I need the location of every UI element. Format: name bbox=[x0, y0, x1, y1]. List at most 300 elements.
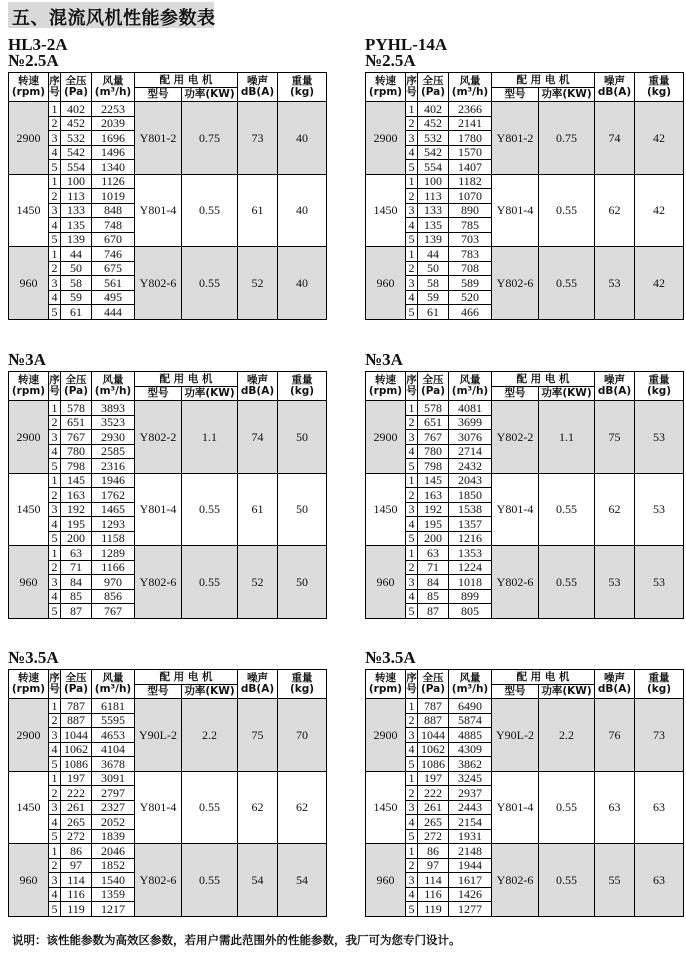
pressure-header bbox=[418, 670, 449, 699]
noise-header-label: 噪声 bbox=[604, 75, 625, 87]
noise-cell: 75 bbox=[238, 699, 278, 772]
size-label: №3.5A bbox=[365, 648, 416, 667]
flow-header-unit: (m³/h) bbox=[451, 86, 489, 98]
flow-cell: 1289 bbox=[92, 546, 135, 561]
header-row bbox=[9, 372, 327, 387]
flow-cell: 2327 bbox=[92, 800, 135, 815]
rpm-cell: 960 bbox=[9, 546, 49, 619]
power-cell: 0.55 bbox=[182, 247, 238, 320]
pressure-cell: 84 bbox=[418, 575, 449, 590]
flow-cell: 495 bbox=[92, 290, 135, 305]
pressure-cell: 532 bbox=[418, 131, 449, 146]
flow-cell: 561 bbox=[92, 276, 135, 291]
noise-header bbox=[595, 73, 635, 102]
seq-cell: 4 bbox=[49, 517, 61, 532]
seq-cell: 5 bbox=[406, 531, 418, 546]
noise-cell: 54 bbox=[238, 844, 278, 917]
rpm-cell: 2900 bbox=[9, 401, 49, 474]
table-row bbox=[366, 473, 684, 488]
flow-cell: 4885 bbox=[449, 728, 492, 743]
pressure-cell: 145 bbox=[418, 473, 449, 488]
motor-cell: Y801-4 bbox=[492, 473, 539, 546]
seq-cell: 4 bbox=[406, 589, 418, 604]
flow-cell: 785 bbox=[449, 218, 492, 233]
seq-cell: 3 bbox=[49, 873, 61, 888]
pressure-cell: 1044 bbox=[418, 728, 449, 743]
flow-cell: 2432 bbox=[449, 459, 492, 474]
pressure-cell: 402 bbox=[418, 102, 449, 117]
motor-cell: Y802-6 bbox=[135, 546, 182, 619]
pressure-cell: 261 bbox=[61, 800, 92, 815]
pressure-cell: 59 bbox=[61, 290, 92, 305]
pressure-cell: 767 bbox=[61, 430, 92, 445]
flow-cell: 708 bbox=[449, 261, 492, 276]
flow-cell: 805 bbox=[449, 604, 492, 619]
seq-cell: 1 bbox=[406, 174, 418, 189]
flow-cell: 3699 bbox=[449, 415, 492, 430]
seq-header-label: 序号 bbox=[49, 374, 60, 397]
motor-cell: Y90L-2 bbox=[135, 699, 182, 772]
flow-cell: 1839 bbox=[92, 829, 135, 844]
pressure-cell: 44 bbox=[61, 247, 92, 262]
pressure-header-unit: (Pa) bbox=[420, 683, 446, 695]
flow-header bbox=[449, 73, 492, 102]
flow-cell: 3245 bbox=[449, 771, 492, 786]
motor-header-label: 配 用 电 机 bbox=[516, 372, 570, 385]
seq-cell: 4 bbox=[49, 815, 61, 830]
flow-cell: 675 bbox=[92, 261, 135, 276]
pressure-cell: 452 bbox=[61, 116, 92, 131]
flow-cell: 3893 bbox=[92, 401, 135, 416]
pressure-cell: 192 bbox=[61, 502, 92, 517]
flow-cell: 2714 bbox=[449, 444, 492, 459]
pressure-cell: 265 bbox=[418, 815, 449, 830]
weight-header bbox=[635, 73, 684, 102]
speed-header-label: 转速 bbox=[375, 672, 396, 684]
pressure-cell: 59 bbox=[418, 290, 449, 305]
size-label: №3.5A bbox=[8, 648, 59, 667]
rpm-cell: 960 bbox=[9, 844, 49, 917]
noise-header-unit: dB(A) bbox=[240, 385, 275, 397]
motor-cell: Y802-6 bbox=[135, 844, 182, 917]
seq-cell: 2 bbox=[49, 713, 61, 728]
speed-header-unit: (rpm) bbox=[11, 683, 46, 695]
seq-cell: 1 bbox=[406, 699, 418, 714]
weight-cell: 40 bbox=[278, 102, 327, 175]
seq-cell: 1 bbox=[406, 247, 418, 262]
seq-cell: 3 bbox=[406, 430, 418, 445]
seq-header bbox=[49, 670, 61, 699]
table-row bbox=[9, 844, 327, 859]
model-header bbox=[135, 387, 182, 401]
flow-cell: 2253 bbox=[92, 102, 135, 117]
pressure-cell: 113 bbox=[418, 189, 449, 204]
rpm-cell: 1450 bbox=[366, 473, 406, 546]
noise-header bbox=[238, 670, 278, 699]
motor-header bbox=[135, 372, 238, 387]
pressure-cell: 767 bbox=[418, 430, 449, 445]
weight-header-label: 重量 bbox=[291, 374, 313, 386]
speed-header bbox=[9, 670, 49, 699]
seq-cell: 3 bbox=[406, 575, 418, 590]
motor-cell: Y801-4 bbox=[135, 174, 182, 247]
pressure-cell: 651 bbox=[61, 415, 92, 430]
pressure-cell: 578 bbox=[418, 401, 449, 416]
pressure-cell: 542 bbox=[418, 145, 449, 160]
pressure-cell: 87 bbox=[418, 604, 449, 619]
seq-cell: 3 bbox=[49, 728, 61, 743]
flow-cell: 1762 bbox=[92, 488, 135, 503]
speed-header bbox=[366, 670, 406, 699]
pressure-cell: 578 bbox=[61, 401, 92, 416]
speed-header bbox=[9, 73, 49, 102]
noise-cell: 55 bbox=[595, 844, 635, 917]
flow-cell: 746 bbox=[92, 247, 135, 262]
weight-cell: 40 bbox=[278, 247, 327, 320]
pressure-cell: 135 bbox=[418, 218, 449, 233]
flow-header bbox=[92, 372, 135, 401]
weight-cell: 70 bbox=[278, 699, 327, 772]
seq-cell: 2 bbox=[406, 415, 418, 430]
seq-cell: 3 bbox=[406, 728, 418, 743]
flow-cell: 1018 bbox=[449, 575, 492, 590]
seq-header bbox=[406, 73, 418, 102]
noise-cell: 62 bbox=[595, 174, 635, 247]
pressure-header-label: 全压 bbox=[422, 75, 444, 87]
flow-cell: 1407 bbox=[449, 160, 492, 175]
flow-cell: 1944 bbox=[449, 858, 492, 873]
flow-cell: 1780 bbox=[449, 131, 492, 146]
pressure-cell: 145 bbox=[61, 473, 92, 488]
power-cell: 0.55 bbox=[182, 546, 238, 619]
flow-header-label: 风量 bbox=[102, 75, 124, 87]
pressure-cell: 195 bbox=[61, 517, 92, 532]
flow-cell: 1850 bbox=[449, 488, 492, 503]
rpm-cell: 1450 bbox=[9, 473, 49, 546]
seq-cell: 3 bbox=[49, 800, 61, 815]
speed-header-unit: (rpm) bbox=[11, 385, 46, 397]
table-row bbox=[9, 401, 327, 416]
pressure-header-label: 全压 bbox=[65, 672, 87, 684]
pressure-cell: 787 bbox=[418, 699, 449, 714]
noise-cell: 53 bbox=[595, 546, 635, 619]
pressure-cell: 86 bbox=[418, 844, 449, 859]
weight-cell: 40 bbox=[278, 174, 327, 247]
pressure-cell: 97 bbox=[61, 858, 92, 873]
seq-cell: 1 bbox=[406, 401, 418, 416]
pressure-cell: 272 bbox=[61, 829, 92, 844]
power-cell: 0.55 bbox=[539, 247, 595, 320]
seq-cell: 4 bbox=[406, 887, 418, 902]
table-row bbox=[9, 699, 327, 714]
power-header bbox=[539, 387, 595, 401]
seq-header bbox=[406, 372, 418, 401]
pressure-cell: 554 bbox=[418, 160, 449, 175]
pressure-cell: 1086 bbox=[418, 757, 449, 772]
flow-cell: 2052 bbox=[92, 815, 135, 830]
motor-header-label: 配 用 电 机 bbox=[159, 372, 213, 385]
power-cell: 0.55 bbox=[539, 844, 595, 917]
flow-cell: 1340 bbox=[92, 160, 135, 175]
model-header-label: 型号 bbox=[147, 685, 169, 697]
pressure-cell: 532 bbox=[61, 131, 92, 146]
seq-cell: 5 bbox=[406, 604, 418, 619]
seq-cell: 3 bbox=[406, 131, 418, 146]
flow-cell: 6490 bbox=[449, 699, 492, 714]
rpm-cell: 960 bbox=[366, 247, 406, 320]
flow-header-unit: (m³/h) bbox=[94, 86, 132, 98]
speed-header bbox=[366, 372, 406, 401]
spec-table bbox=[365, 669, 684, 917]
pressure-cell: 163 bbox=[61, 488, 92, 503]
size-label: №2.5A bbox=[8, 51, 59, 70]
noise-cell: 53 bbox=[595, 247, 635, 320]
seq-cell: 1 bbox=[49, 771, 61, 786]
flow-cell: 3076 bbox=[449, 430, 492, 445]
pressure-cell: 651 bbox=[418, 415, 449, 430]
seq-cell: 4 bbox=[49, 290, 61, 305]
weight-cell: 50 bbox=[278, 401, 327, 474]
power-header bbox=[539, 685, 595, 699]
noise-cell: 61 bbox=[238, 174, 278, 247]
pressure-cell: 554 bbox=[61, 160, 92, 175]
seq-cell: 4 bbox=[49, 444, 61, 459]
pressure-header-label: 全压 bbox=[422, 374, 444, 386]
noise-cell: 61 bbox=[238, 473, 278, 546]
weight-cell: 42 bbox=[635, 102, 684, 175]
pressure-cell: 100 bbox=[61, 174, 92, 189]
table-row bbox=[9, 546, 327, 561]
motor-header bbox=[492, 372, 595, 387]
noise-cell: 52 bbox=[238, 546, 278, 619]
motor-cell: Y801-4 bbox=[135, 771, 182, 844]
pressure-cell: 85 bbox=[418, 589, 449, 604]
pressure-cell: 200 bbox=[61, 531, 92, 546]
motor-cell: Y802-6 bbox=[492, 247, 539, 320]
flow-cell: 1224 bbox=[449, 560, 492, 575]
pressure-header-label: 全压 bbox=[65, 374, 87, 386]
motor-cell: Y802-6 bbox=[135, 247, 182, 320]
seq-cell: 1 bbox=[406, 771, 418, 786]
pressure-cell: 71 bbox=[61, 560, 92, 575]
seq-cell: 2 bbox=[49, 560, 61, 575]
rpm-cell: 1450 bbox=[9, 174, 49, 247]
seq-cell: 5 bbox=[49, 160, 61, 175]
seq-cell: 3 bbox=[406, 800, 418, 815]
seq-cell: 1 bbox=[49, 844, 61, 859]
weight-cell: 50 bbox=[278, 473, 327, 546]
table-block bbox=[365, 37, 683, 320]
seq-cell: 1 bbox=[49, 401, 61, 416]
seq-cell: 5 bbox=[406, 757, 418, 772]
pressure-cell: 1086 bbox=[61, 757, 92, 772]
motor-header-label: 配 用 电 机 bbox=[516, 670, 570, 683]
seq-cell: 5 bbox=[406, 902, 418, 917]
flow-cell: 4104 bbox=[92, 742, 135, 757]
table-row bbox=[366, 546, 684, 561]
flow-header bbox=[92, 73, 135, 102]
pressure-cell: 787 bbox=[61, 699, 92, 714]
power-cell: 0.55 bbox=[539, 473, 595, 546]
seq-cell: 1 bbox=[49, 473, 61, 488]
rpm-cell: 960 bbox=[366, 546, 406, 619]
seq-cell: 2 bbox=[49, 116, 61, 131]
power-cell: 2.2 bbox=[182, 699, 238, 772]
seq-cell: 1 bbox=[49, 102, 61, 117]
table-row bbox=[366, 699, 684, 714]
weight-header-label: 重量 bbox=[648, 75, 670, 87]
pressure-cell: 119 bbox=[61, 902, 92, 917]
rpm-cell: 2900 bbox=[366, 699, 406, 772]
model-header bbox=[492, 685, 539, 699]
flow-cell: 703 bbox=[449, 232, 492, 247]
pressure-cell: 133 bbox=[418, 203, 449, 218]
seq-header bbox=[406, 670, 418, 699]
rpm-cell: 2900 bbox=[9, 102, 49, 175]
flow-header-unit: (m³/h) bbox=[94, 385, 132, 397]
weight-header-unit: (kg) bbox=[289, 385, 315, 397]
flow-cell: 466 bbox=[449, 305, 492, 320]
power-cell: 1.1 bbox=[539, 401, 595, 474]
flow-cell: 6181 bbox=[92, 699, 135, 714]
weight-header-label: 重量 bbox=[648, 672, 670, 684]
pressure-cell: 50 bbox=[61, 261, 92, 276]
pressure-header bbox=[61, 372, 92, 401]
noise-cell: 52 bbox=[238, 247, 278, 320]
label-spacer bbox=[365, 336, 683, 352]
weight-cell: 42 bbox=[635, 174, 684, 247]
spec-table bbox=[8, 72, 327, 320]
flow-cell: 2937 bbox=[449, 786, 492, 801]
weight-header-unit: (kg) bbox=[646, 385, 672, 397]
power-header bbox=[182, 88, 238, 102]
header-row bbox=[9, 670, 327, 685]
motor-header-label: 配 用 电 机 bbox=[159, 73, 213, 86]
power-cell: 0.55 bbox=[182, 771, 238, 844]
table-row bbox=[366, 771, 684, 786]
seq-cell: 1 bbox=[406, 844, 418, 859]
seq-cell: 1 bbox=[49, 174, 61, 189]
table-row bbox=[366, 247, 684, 262]
noise-header-label: 噪声 bbox=[604, 672, 625, 684]
header-row bbox=[9, 73, 327, 88]
seq-header-label: 序号 bbox=[49, 672, 60, 695]
pressure-cell: 97 bbox=[418, 858, 449, 873]
pressure-cell: 139 bbox=[61, 232, 92, 247]
table-row bbox=[9, 174, 327, 189]
seq-cell: 4 bbox=[406, 145, 418, 160]
pressure-cell: 222 bbox=[418, 786, 449, 801]
power-cell: 0.55 bbox=[182, 844, 238, 917]
seq-cell: 1 bbox=[49, 546, 61, 561]
noise-header-label: 噪声 bbox=[247, 672, 268, 684]
pressure-cell: 402 bbox=[61, 102, 92, 117]
pressure-cell: 265 bbox=[61, 815, 92, 830]
seq-cell: 2 bbox=[49, 488, 61, 503]
seq-cell: 5 bbox=[49, 604, 61, 619]
power-cell: 1.1 bbox=[182, 401, 238, 474]
seq-header-label: 序号 bbox=[406, 672, 417, 695]
power-header bbox=[182, 685, 238, 699]
power-header bbox=[539, 88, 595, 102]
flow-header-label: 风量 bbox=[459, 672, 481, 684]
pressure-cell: 887 bbox=[61, 713, 92, 728]
noise-cell: 76 bbox=[595, 699, 635, 772]
flow-header-unit: (m³/h) bbox=[451, 385, 489, 397]
model-label: PYHL-14A bbox=[365, 35, 448, 54]
rpm-cell: 1450 bbox=[366, 174, 406, 247]
model-header-label: 型号 bbox=[147, 387, 169, 399]
seq-cell: 5 bbox=[406, 459, 418, 474]
power-cell: 0.75 bbox=[182, 102, 238, 175]
seq-cell: 3 bbox=[406, 276, 418, 291]
power-cell: 0.75 bbox=[539, 102, 595, 175]
seq-cell: 3 bbox=[49, 502, 61, 517]
seq-cell: 1 bbox=[49, 699, 61, 714]
flow-cell: 2366 bbox=[449, 102, 492, 117]
weight-header bbox=[635, 372, 684, 401]
rpm-cell: 1450 bbox=[366, 771, 406, 844]
spec-table bbox=[365, 72, 684, 320]
flow-cell: 4653 bbox=[92, 728, 135, 743]
flow-cell: 2443 bbox=[449, 800, 492, 815]
flow-header-unit: (m³/h) bbox=[451, 683, 489, 695]
speed-header-unit: (rpm) bbox=[368, 683, 403, 695]
pressure-header bbox=[61, 73, 92, 102]
seq-cell: 5 bbox=[49, 757, 61, 772]
seq-cell: 2 bbox=[406, 189, 418, 204]
flow-cell: 2039 bbox=[92, 116, 135, 131]
flow-cell: 1931 bbox=[449, 829, 492, 844]
seq-cell: 2 bbox=[49, 189, 61, 204]
pressure-cell: 116 bbox=[61, 887, 92, 902]
power-header bbox=[182, 387, 238, 401]
seq-cell: 2 bbox=[49, 261, 61, 276]
seq-cell: 5 bbox=[406, 232, 418, 247]
pressure-cell: 114 bbox=[418, 873, 449, 888]
flow-cell: 4081 bbox=[449, 401, 492, 416]
rpm-cell: 2900 bbox=[9, 699, 49, 772]
flow-cell: 1538 bbox=[449, 502, 492, 517]
seq-cell: 3 bbox=[406, 873, 418, 888]
seq-header-label: 序号 bbox=[406, 374, 417, 397]
pressure-cell: 192 bbox=[418, 502, 449, 517]
seq-cell: 4 bbox=[49, 742, 61, 757]
motor-header-label: 配 用 电 机 bbox=[159, 670, 213, 683]
table-row bbox=[9, 102, 327, 117]
flow-cell: 1570 bbox=[449, 145, 492, 160]
pressure-cell: 798 bbox=[418, 459, 449, 474]
pressure-cell: 200 bbox=[418, 531, 449, 546]
table-row bbox=[9, 473, 327, 488]
speed-header-unit: (rpm) bbox=[11, 86, 46, 98]
noise-cell: 62 bbox=[238, 771, 278, 844]
seq-cell: 2 bbox=[49, 786, 61, 801]
flow-cell: 3091 bbox=[92, 771, 135, 786]
weight-cell: 63 bbox=[635, 771, 684, 844]
flow-cell: 1696 bbox=[92, 131, 135, 146]
pressure-cell: 100 bbox=[418, 174, 449, 189]
flow-cell: 1126 bbox=[92, 174, 135, 189]
speed-header-unit: (rpm) bbox=[368, 385, 403, 397]
seq-cell: 2 bbox=[406, 488, 418, 503]
flow-cell: 1496 bbox=[92, 145, 135, 160]
motor-cell: Y802-6 bbox=[492, 844, 539, 917]
flow-cell: 520 bbox=[449, 290, 492, 305]
spec-table bbox=[365, 371, 684, 619]
motor-cell: Y801-4 bbox=[492, 771, 539, 844]
pressure-cell: 116 bbox=[418, 887, 449, 902]
